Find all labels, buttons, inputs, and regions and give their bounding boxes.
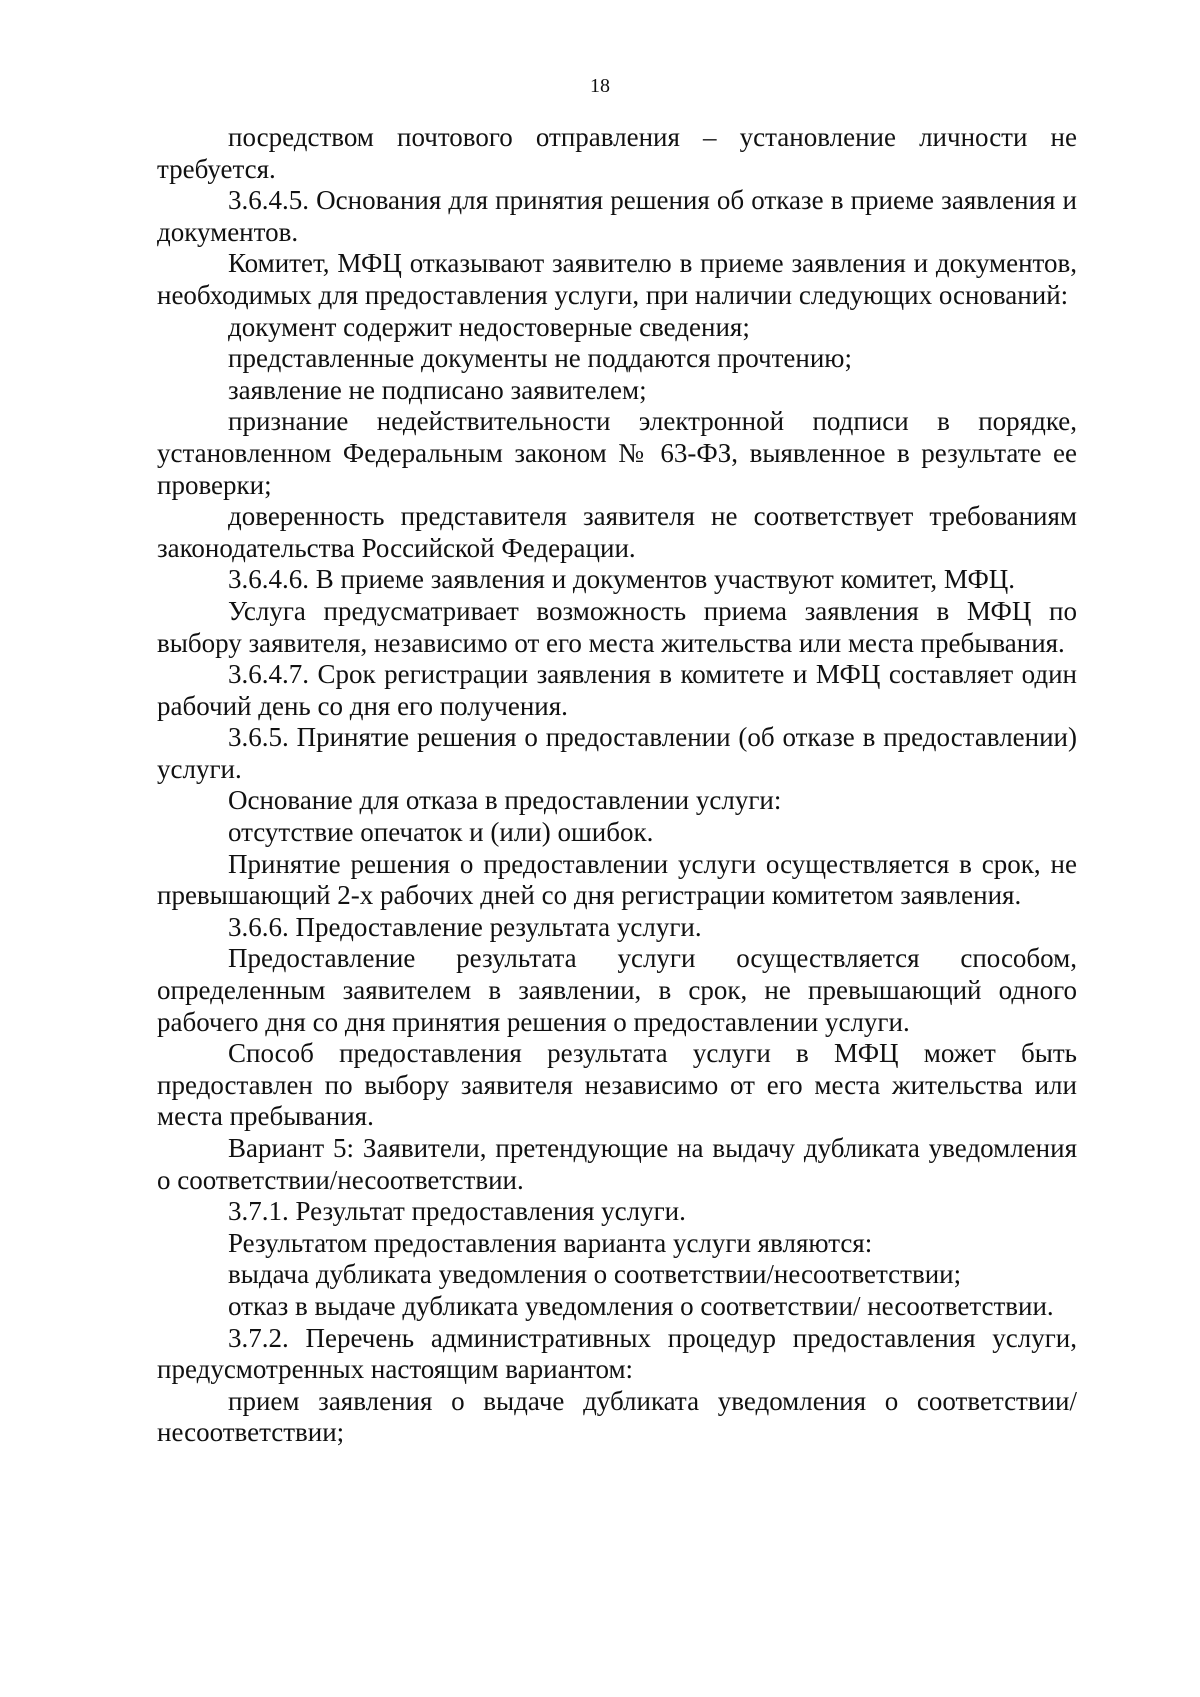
- paragraph-8: доверенность представителя заявителя не соответствует требованиям законодательства Российской Федерации.: [157, 501, 1077, 563]
- paragraph-10: Услуга предусматривает возможность приема заявления в МФЦ по выбору заявителя, независимо от его места жительства или места пребывания.: [157, 595, 1077, 658]
- paragraph-15: Принятие решения о предоставлении услуги осуществляется в срок, не превышающий 2-х рабочих дней со дня регистрации комитетом заявления.: [157, 848, 1077, 911]
- paragraph-17: Предоставление результата услуги осуществляется способом, определенным заявителем в заявлении, в срок, не превышающий одного рабочего дня со дня принятия решения о предоставлении услуги.: [157, 943, 1077, 1037]
- paragraph-1: посредством почтового отправления – установление личности не требуется.: [157, 122, 1077, 184]
- paragraph-13: Основание для отказа в предоставлении услуги:: [228, 785, 782, 816]
- paragraph-22: выдача дубликата уведомления о соответствии/несоответствии;: [228, 1259, 962, 1290]
- paragraph-4: документ содержит недостоверные сведения;: [228, 311, 750, 342]
- paragraph-25: прием заявления о выдаче дубликата уведомления о соответствии/несоответствии;: [157, 1385, 1077, 1448]
- paragraph-16: 3.6.6. Предоставление результата услуги.: [228, 911, 702, 942]
- paragraph-19: Вариант 5: Заявители, претендующие на выдачу дубликата уведомления о соответствии/несоответствии.: [157, 1133, 1077, 1195]
- paragraph-14: отсутствие опечаток и (или) ошибок.: [228, 817, 654, 848]
- paragraph-12: 3.6.5. Принятие решения о предоставлении (об отказе в предоставлении) услуги.: [157, 722, 1077, 784]
- paragraph-6: заявление не подписано заявителем;: [228, 374, 647, 405]
- paragraph-24: 3.7.2. Перечень административных процедур предоставления услуги, предусмотренных настоящим вариантом:: [157, 1322, 1077, 1385]
- paragraph-20: 3.7.1. Результат предоставления услуги.: [228, 1196, 686, 1227]
- paragraph-2: 3.6.4.5. Основания для принятия решения об отказе в приеме заявления и документов.: [157, 185, 1077, 247]
- paragraph-9: 3.6.4.6. В приеме заявления и документов участвуют комитет, МФЦ.: [228, 564, 1016, 595]
- paragraph-11: 3.6.4.7. Срок регистрации заявления в комитете и МФЦ составляет один рабочий день со дня его получения.: [157, 659, 1077, 721]
- paragraph-7: признание недействительности электронной подписи в порядке, установленном Федеральным законом № 63-ФЗ, выявленное в результате ее проверки;: [157, 406, 1077, 500]
- page-number: 18: [590, 75, 610, 97]
- document-body: [157, 122, 1077, 1449]
- paragraph-3: Комитет, МФЦ отказывают заявителю в приеме заявления и документов, необходимых для предоставления услуги, при наличии следующих оснований:: [157, 248, 1077, 310]
- paragraph-5: представленные документы не поддаются прочтению;: [228, 343, 852, 374]
- paragraph-21: Результатом предоставления варианта услуги являются:: [228, 1227, 873, 1258]
- paragraph-18: Способ предоставления результата услуги в МФЦ может быть предоставлен по выбору заявителя независимо от его места жительства или места пребывания.: [157, 1038, 1077, 1132]
- paragraph-23: отказ в выдаче дубликата уведомления о соответствии/ несоответствии.: [228, 1290, 1054, 1321]
